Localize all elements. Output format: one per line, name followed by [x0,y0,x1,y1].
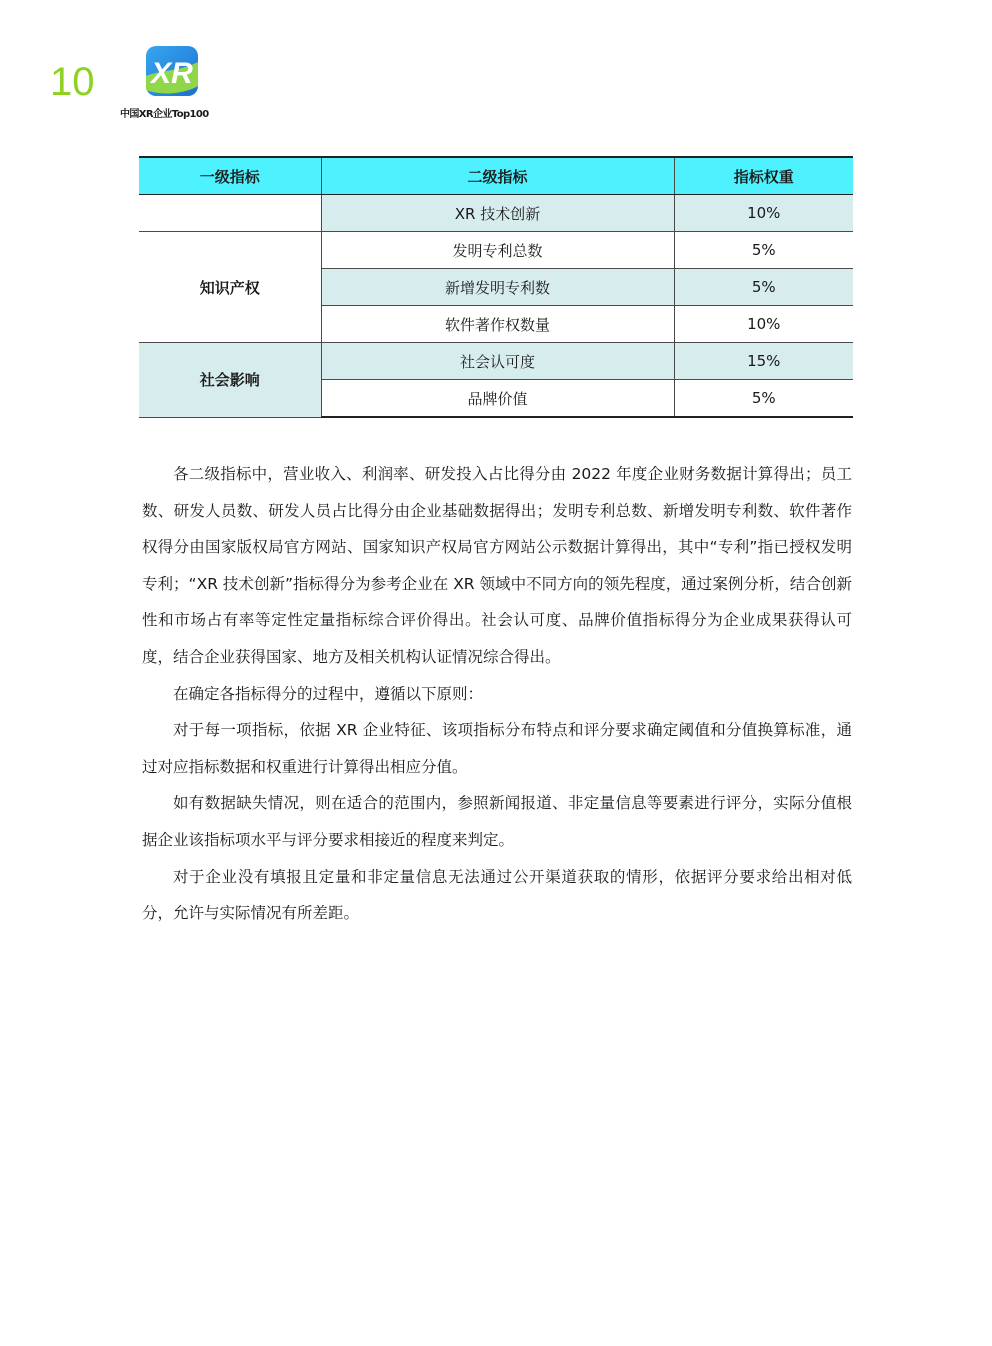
paragraph: 对于每一项指标，依据 XR 企业特征、该项指标分布特点和评分要求确定阈值和分值换算标准，通过对应指标数据和权重进行计算得出相应分值。 [142,721,852,776]
header-primary-indicator: 一级指标 [139,157,321,195]
table-row [139,195,853,232]
secondary-cell: 品牌价值 [321,380,674,418]
weight-cell: 10% [674,306,853,343]
secondary-cell: 软件著作权数量 [321,306,674,343]
table-header-row [139,157,853,195]
table-row [139,343,853,380]
logo-caption: 中国XR企业Top100 [120,109,209,120]
weight-cell: 10% [674,195,853,232]
paragraph: 如有数据缺失情况，则在适合的范围内，参照新闻报道、非定量信息等要素进行评分，实际分值根据企业该指标项水平与评分要求相接近的程度来判定。 [142,794,852,849]
secondary-cell: 社会认可度 [321,343,674,380]
primary-cell-empty [139,195,321,232]
table-row [139,232,853,269]
weight-cell: 5% [674,269,853,306]
page-number: 10 [50,60,95,104]
xr-logo [120,44,230,120]
paragraph: 对于企业没有填报且定量和非定量信息无法通过公开渠道获取的情形，依据评分要求给出相对低分，允许与实际情况有所差距。 [142,867,852,923]
primary-cell-social: 社会影响 [139,343,321,418]
xr-logo-mark [144,44,200,98]
weight-cell: 5% [674,380,853,418]
paragraph: 各二级指标中，营业收入、利润率、研发投入占比得分由 2022 年度企业财务数据计算得出；员工数、研发人员数、研发人员占比得分由企业基础数据得出；发明专利总数、新增发明专利数、软件著作权得分由国家版权局官方网站、国家知识产权局官方网站公示数据计算得出，其中“专利”指已授权发明专利；“XR 技术创新”指标得分为参考企业在 XR 领域中不同方向的领先程度，通过案例分析，结合创新性和市场占有率等定性定量指标综合评价得出。社会认可度、品牌价值指标得分为企业成果获得认可度，结合企业获得国家、地方及相关机构认证情况综合得出。 [142,465,852,666]
primary-cell-ip: 知识产权 [139,232,321,343]
header-secondary-indicator: 二级指标 [321,157,674,195]
secondary-cell: 发明专利总数 [321,232,674,269]
secondary-cell: 新增发明专利数 [321,269,674,306]
svg-text:XR: XR [151,57,193,90]
paragraph: 在确定各指标得分的过程中，遵循以下原则： [173,684,484,703]
indicator-weight-table [139,156,853,418]
header-weight: 指标权重 [674,157,853,195]
body-text [142,456,852,932]
weight-cell: 5% [674,232,853,269]
secondary-cell: XR 技术创新 [321,195,674,232]
weight-cell: 15% [674,343,853,380]
